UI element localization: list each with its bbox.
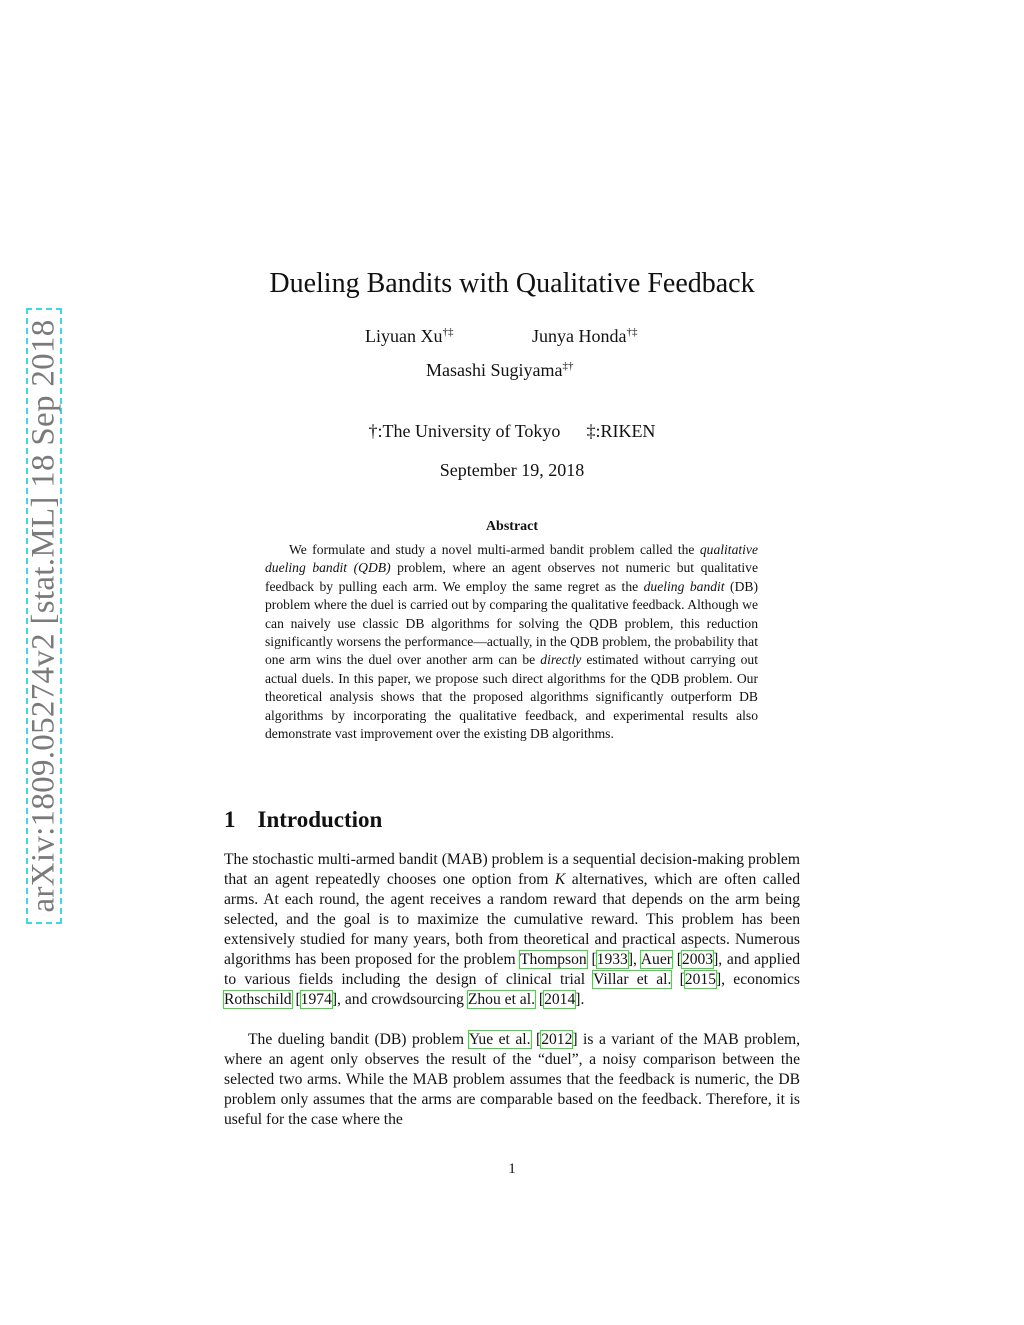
section-heading-introduction — [224, 807, 382, 833]
citation-yue-year[interactable]: 2012 — [541, 1031, 573, 1048]
citation-villar[interactable]: Villar et al. — [593, 971, 672, 988]
abstract-heading: Abstract — [485, 519, 539, 534]
citation-rothschild[interactable]: Rothschild — [224, 991, 292, 1008]
arxiv-identifier: arXiv:1809.05274v2 [stat.ML] 18 Sep 2018 — [25, 319, 62, 913]
citation-villar-year[interactable]: 2015 — [684, 971, 716, 988]
intro-paragraph-1: The stochastic multi-armed bandit (MAB) problem is a sequential decision-making problem that an agent repeatedly chooses one option from K alternatives, which are often called arms. At each round, the agent receives a random reward that depends on the arm being selected, and the goal is to maximize the cumulative reward. This problem has been extensively studied for many years, both from theoretical and practical aspects. Numerous algorithms has been proposed for the problem Thompson [1933], Auer [2003], and applied to various fields including the design of clinical trial Villar et al. [2015], economics Rothschild [1974], and crowdsourcing Zhou et al. [2014]. — [224, 851, 801, 1008]
citation-zhou-year[interactable]: 2014 — [544, 991, 576, 1008]
affiliation-riken: ‡:RIKEN — [586, 421, 656, 441]
author-marks: †‡ — [442, 326, 454, 338]
author-3 — [426, 360, 574, 381]
affiliation-tokyo: †:The University of Tokyo — [368, 421, 561, 441]
citation-auer-year[interactable]: 2003 — [681, 951, 714, 968]
page-number: 1 — [508, 1161, 516, 1177]
section-number: 1 — [224, 807, 236, 832]
author-marks: †‡ — [626, 326, 638, 338]
affiliations — [0, 421, 1024, 442]
author-2 — [532, 326, 637, 347]
citation-zhou[interactable]: Zhou et al. — [467, 991, 535, 1008]
citation-thompson[interactable]: Thompson — [520, 951, 587, 968]
author-name: Liyuan Xu — [365, 326, 443, 346]
author-name: Junya Honda — [532, 326, 627, 346]
author-marks: ‡† — [562, 360, 574, 372]
citation-yue[interactable]: Yue et al. — [468, 1031, 531, 1048]
citation-auer[interactable]: Auer — [640, 951, 672, 968]
paper-date: September 19, 2018 — [439, 460, 585, 480]
paper-title: Dueling Bandits with Qualitative Feedback — [269, 268, 755, 299]
author-name: Masashi Sugiyama — [426, 360, 563, 380]
intro-paragraph-2: The dueling bandit (DB) problem Yue et al. [2012] is a variant of the MAB problem, where an agent only observes the result of the “duel”, a noisy comparison between the selected two arms. While the MAB problem assumes that the feedback is numeric, the DB problem only assumes that the arms are comparable based on the feedback. Therefore, it is useful for the case where the — [224, 1031, 801, 1128]
citation-thompson-year[interactable]: 1933 — [596, 951, 628, 968]
citation-rothschild-year[interactable]: 1974 — [300, 991, 332, 1008]
section-title: Introduction — [257, 807, 383, 832]
author-1 — [365, 326, 453, 347]
abstract-body: We formulate and study a novel multi-armed bandit problem called the qualitative dueling bandit (QDB) problem, where an agent observes not numeric but qualitative feedback by pulling each arm. We employ the same regret as the dueling bandit (DB) problem where the duel is carried out by comparing the qualitative feedback. Although we can naively use classic DB algorithms for solving the QDB problem, this reduction significantly worsens the performance—actually, in the QDB problem, the probability that one arm wins the duel over another arm can be directly estimated without carrying out actual duels. In this paper, we propose such direct algorithms for the QDB problem. Our theoretical analysis shows that the proposed algorithms significantly outperform DB algorithms by incorporating the qualitative feedback, and experimental results also demonstrate vast improvement over the existing DB algorithms. — [265, 542, 758, 742]
